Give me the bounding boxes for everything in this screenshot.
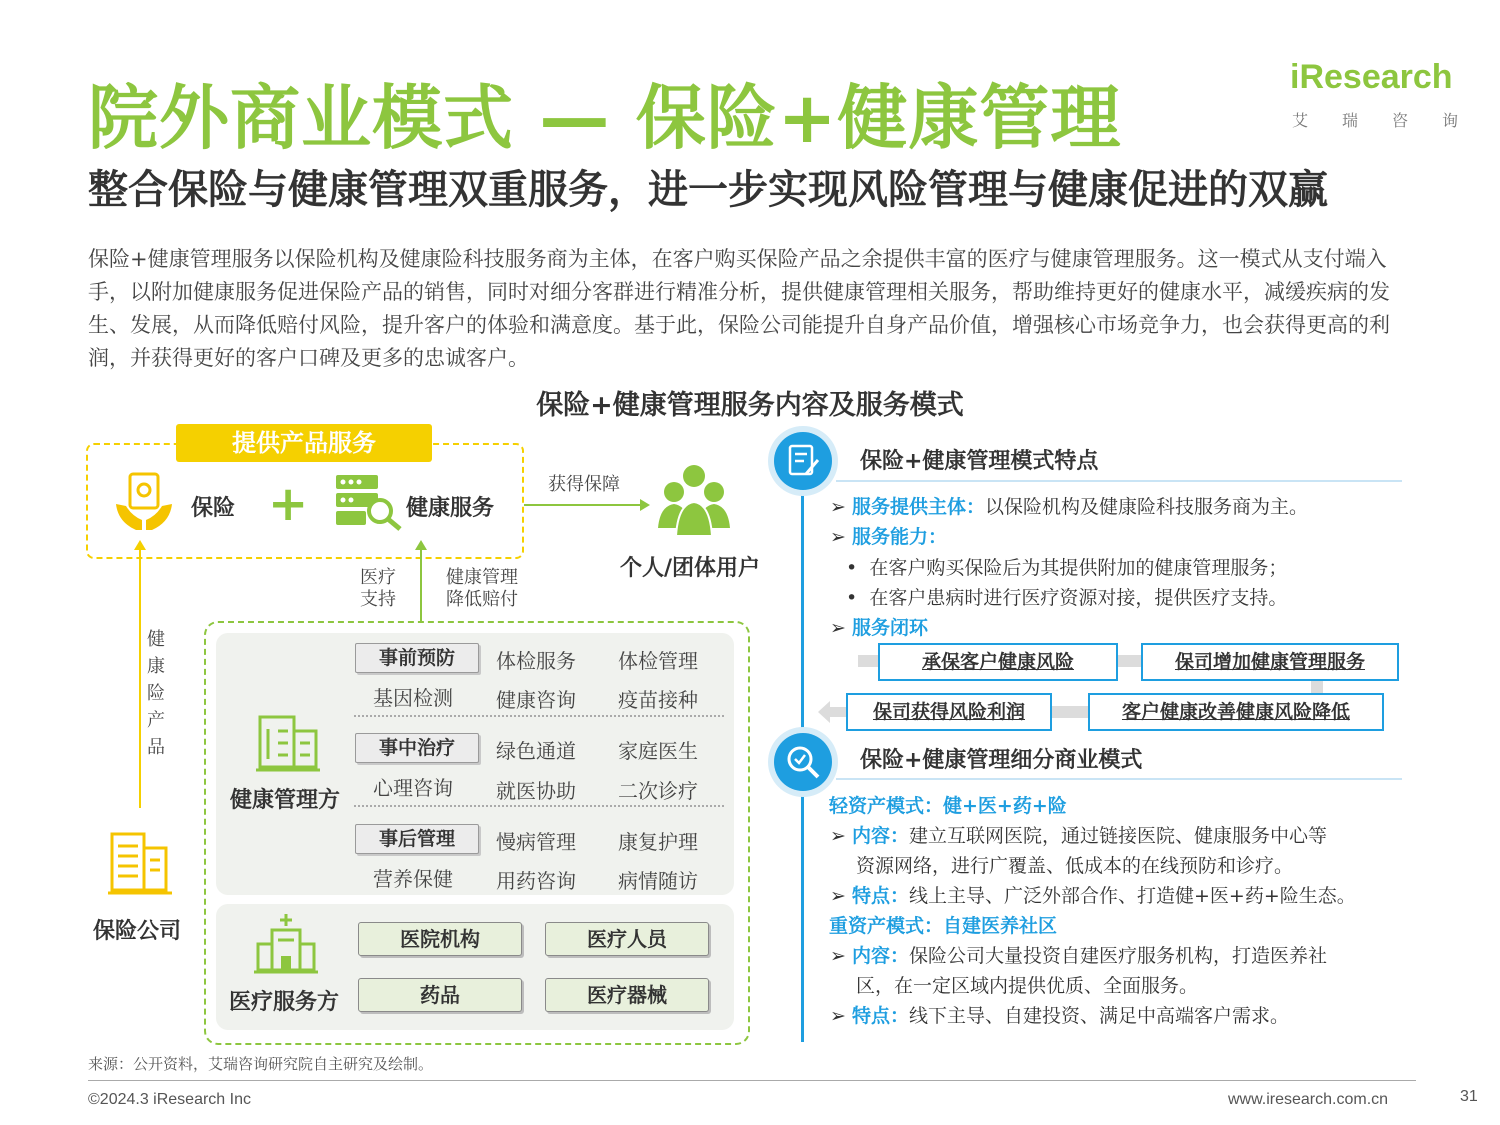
dotted-divider xyxy=(354,805,724,807)
arrow-bullet-icon: ➢ xyxy=(830,526,846,548)
loop-label: 服务闭环 xyxy=(851,617,928,639)
product-service-tab: 提供产品服务 xyxy=(176,424,432,462)
arrow-left-icon xyxy=(818,701,846,723)
health-service-label: 健康服务 xyxy=(406,496,495,521)
arrow-bullet-icon: ➢ xyxy=(830,885,846,907)
health-mgmt-reduce-claims-label xyxy=(446,567,518,611)
text-line: 医疗 xyxy=(360,567,396,588)
logo-char: 询 xyxy=(1441,111,1458,130)
hospital-icon xyxy=(254,912,318,974)
bullet-text: 在客户患病时进行医疗资源对接，提供医疗支持。 xyxy=(869,587,1288,609)
logo-sub xyxy=(1292,108,1458,131)
arrow-right-icon xyxy=(524,498,650,512)
text-char: 品 xyxy=(147,737,165,758)
intro-paragraph: 保险+健康管理服务以保险机构及健康险科技服务商为主体，在客户购买保险产品之余提供丰富的医疗与健康管理服务。这一模式从支付端入手，以附加健康服务促进保险产品的销售，同时对细分客群进行精准分析，提供健康管理相关服务，帮助维持更好的健康水平，减缓疾病的发生、发展，从而降低赔付风险，提升客户的体验和满意度。基于此，保险公司能提升自身产品价值，增强核心市场竞争力，也会获得更高的利润，并获得更好的客户口碑及更多的忠诚客户。 xyxy=(88,247,1390,370)
section-divider xyxy=(836,778,1402,780)
content-text: 保险公司大量投资自建医疗服务机构，打造医养社 xyxy=(908,945,1327,967)
light-feature xyxy=(830,881,1356,911)
dot-bullet-icon: • xyxy=(846,557,858,579)
page-subtitle: 整合保险与健康管理双重服务，进一步实现风险管理与健康促进的双赢 xyxy=(88,167,1328,213)
content-text: 建立互联网医院，通过链接医院、健康服务中心等 xyxy=(908,825,1327,847)
service-item: 疫苗接种 xyxy=(618,688,698,712)
light-content xyxy=(830,821,1327,851)
feature-circle xyxy=(774,432,832,490)
feature-text: 线下主导、自建投资、满足中高端客户需求。 xyxy=(908,1005,1289,1027)
chip-hospital: 医院机构 xyxy=(358,922,522,956)
source-note: 来源：公开资料，艾瑞咨询研究院自主研究及绘制。 xyxy=(88,1055,434,1073)
heavy-feature xyxy=(830,1001,1289,1031)
bullet-item xyxy=(846,583,1287,613)
users-label: 个人/团体用户 xyxy=(620,556,761,581)
arrow-bullet-icon: ➢ xyxy=(830,825,846,847)
loop-connector xyxy=(1115,655,1141,667)
text-char: 产 xyxy=(147,710,165,731)
plus-sign: + xyxy=(268,476,309,532)
insurance-product-vertical-label xyxy=(146,626,166,761)
magnifier-check-icon xyxy=(774,733,832,791)
tag-aftercare: 事后管理 xyxy=(355,824,479,854)
page-title: 院外商业模式 — 保险+健康管理 xyxy=(88,77,1122,159)
dot-bullet-icon: • xyxy=(846,587,858,609)
footer-divider xyxy=(88,1080,1416,1081)
feature-item xyxy=(830,492,1308,522)
feature-label: 服务提供主体： xyxy=(851,496,985,518)
bullet-text: 在客户购买保险后为其提供附加的健康管理服务； xyxy=(869,557,1288,579)
arrow-bullet-icon: ➢ xyxy=(830,617,846,639)
service-item: 用药咨询 xyxy=(496,869,576,893)
text-char: 健 xyxy=(147,629,165,650)
heavy-content-cont: 区，在一定区域内提供优质、全面服务。 xyxy=(856,975,1199,997)
arrow-bullet-icon: ➢ xyxy=(830,945,846,967)
loop-box-add-health-service: 保司增加健康管理服务 xyxy=(1141,643,1399,681)
health-service-icon xyxy=(334,473,404,531)
section-business-model-title: 保险+健康管理细分商业模式 xyxy=(860,748,1143,773)
feature-label: 特点： xyxy=(851,1005,909,1027)
loop-box-underwrite-risk: 承保客户健康风险 xyxy=(878,643,1118,681)
service-item: 心理咨询 xyxy=(373,776,453,800)
text-char: 康 xyxy=(147,656,165,677)
service-item: 二次诊疗 xyxy=(618,779,698,803)
loop-connector xyxy=(1048,706,1088,718)
loop-box-health-improve: 客户健康改善健康风险降低 xyxy=(1088,693,1384,731)
chip-medical-devices: 医疗器械 xyxy=(545,978,709,1012)
content-label: 内容： xyxy=(851,945,909,967)
logo-char: 瑞 xyxy=(1341,111,1358,130)
insurance-hand-icon xyxy=(112,470,176,536)
diagram-title: 保险+健康管理服务内容及服务模式 xyxy=(536,390,964,421)
dotted-divider xyxy=(354,715,724,717)
document-edit-icon xyxy=(774,432,832,490)
users-group-icon xyxy=(656,462,732,538)
heavy-asset-title: 重资产模式：自建医养社区 xyxy=(829,915,1058,937)
insurance-company-building-icon xyxy=(108,830,172,896)
tag-prevention: 事前预防 xyxy=(355,643,479,673)
medical-provider-label: 医疗服务方 xyxy=(229,990,340,1015)
feature-item xyxy=(830,613,928,643)
health-manager-building-icon xyxy=(256,713,320,773)
logo-char: 艾 xyxy=(1292,111,1309,130)
feature-text: 以保险机构及健康险科技服务商为主。 xyxy=(984,496,1308,518)
light-content-cont: 资源网络，进行广覆盖、低成本的在线预防和诊疗。 xyxy=(856,855,1294,877)
logo-brand: iResearch xyxy=(1290,58,1453,96)
service-item: 绿色通道 xyxy=(496,739,576,763)
business-model-circle xyxy=(774,733,832,791)
bullet-item xyxy=(846,553,1287,583)
text-line: 降低赔付 xyxy=(446,589,518,610)
text-char: 险 xyxy=(147,683,165,704)
insurance-label: 保险 xyxy=(191,496,236,521)
loop-box-risk-profit: 保司获得风险利润 xyxy=(846,693,1052,731)
service-item: 健康咨询 xyxy=(496,688,576,712)
service-item: 体检服务 xyxy=(496,649,576,673)
light-asset-title: 轻资产模式：健+医+药+险 xyxy=(829,795,1067,817)
feature-text: 线上主导、广泛外部合作、打造健+医+药+险生态。 xyxy=(908,885,1356,907)
insurance-company-label: 保险公司 xyxy=(93,919,182,944)
section-divider xyxy=(836,480,1402,482)
service-item: 体检管理 xyxy=(618,649,698,673)
loop-connector xyxy=(858,655,880,667)
copyright: ©2024.3 iResearch Inc xyxy=(88,1091,251,1108)
service-item: 就医协助 xyxy=(496,779,576,803)
chip-drugs: 药品 xyxy=(358,978,522,1012)
chip-medical-staff: 医疗人员 xyxy=(545,922,709,956)
text-line: 支持 xyxy=(360,589,396,610)
page-number: 31 xyxy=(1460,1088,1478,1105)
heavy-content xyxy=(830,941,1327,971)
service-item: 康复护理 xyxy=(618,830,698,854)
health-manager-label: 健康管理方 xyxy=(230,788,341,813)
medical-support-label xyxy=(360,567,396,611)
content-label: 内容： xyxy=(851,825,909,847)
service-item: 家庭医生 xyxy=(618,739,698,763)
arrow-bullet-icon: ➢ xyxy=(830,496,846,518)
text-line: 健康管理 xyxy=(446,567,518,588)
service-item: 慢病管理 xyxy=(496,830,576,854)
arrow-up-icon xyxy=(133,540,147,808)
tag-treatment: 事中治疗 xyxy=(355,733,479,763)
website-link[interactable]: www.iresearch.com.cn xyxy=(1228,1091,1389,1108)
feature-label: 特点： xyxy=(851,885,909,907)
obtain-protection-label: 获得保障 xyxy=(548,474,620,495)
iresearch-logo xyxy=(1290,58,1460,128)
service-item: 营养保健 xyxy=(373,867,453,891)
arrow-up-icon xyxy=(414,540,428,622)
arrow-bullet-icon: ➢ xyxy=(830,1005,846,1027)
service-item: 基因检测 xyxy=(373,686,453,710)
feature-label: 服务能力： xyxy=(851,526,947,548)
feature-item xyxy=(830,522,947,552)
logo-char: 咨 xyxy=(1391,111,1408,130)
service-item: 病情随访 xyxy=(618,869,698,893)
section-features-title: 保险+健康管理模式特点 xyxy=(860,449,1099,474)
